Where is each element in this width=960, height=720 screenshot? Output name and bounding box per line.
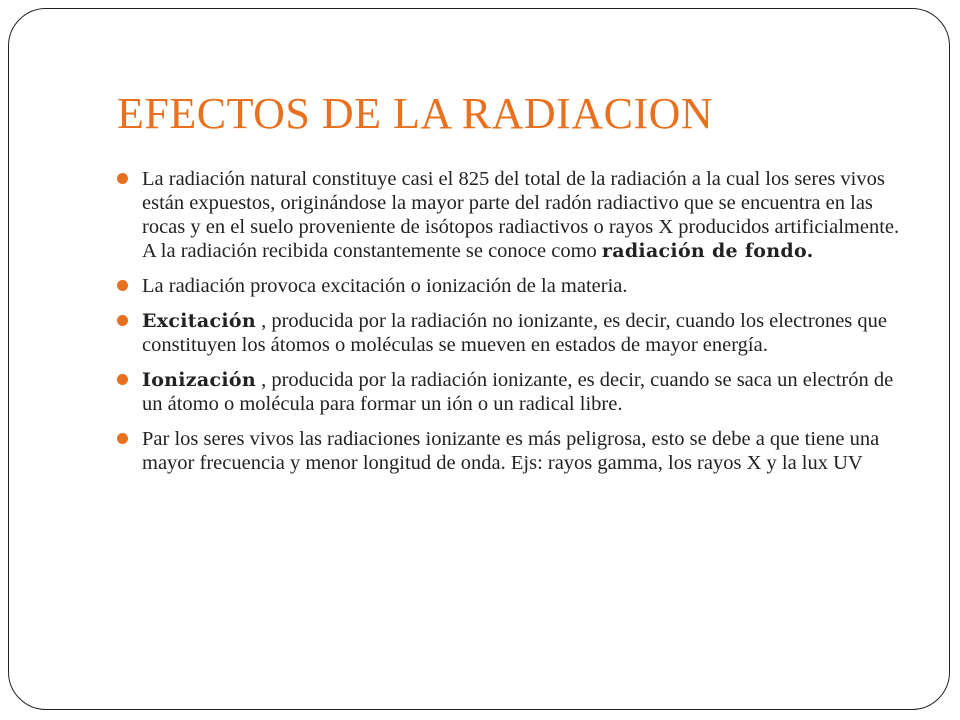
bullet-item-ionization	[115, 368, 915, 416]
bullet-item-living-beings	[115, 427, 915, 475]
bullet-dot-icon	[117, 173, 128, 184]
bullet-text: Par los seres vivos las radiaciones ionizante es más peligrosa, esto se debe a que tiene una mayor frecuencia y menor longitud de onda. Ejs: rayos gamma, los rayos X y la lux UV	[142, 428, 880, 474]
bullet-bold-term: Excitación	[142, 310, 256, 332]
bullet-text: La radiación provoca excitación o ionización de la materia.	[142, 275, 628, 297]
bullet-dot-icon	[117, 374, 128, 385]
bullet-list	[115, 167, 915, 486]
bullet-bold-term: Ionización	[142, 369, 256, 391]
slide-title: EFECTOS DE LA RADIACION	[117, 89, 714, 138]
slide-frame	[8, 8, 950, 710]
bullet-dot-icon	[117, 433, 128, 444]
bullet-dot-icon	[117, 280, 128, 291]
bullet-bold-term: radiación de fondo.	[601, 240, 814, 262]
bullet-item-radiation-effects	[115, 274, 915, 298]
bullet-text: , producida por la radiación ionizante, es decir, cuando se saca un electrón de un átomo o molécula para formar un ión o un radical libre.	[142, 369, 894, 415]
bullet-text: La radiación natural constituye casi el 825 del total de la radiación a la cual los seres vivos están expuestos, originándose la mayor parte del radón radiactivo que se encuentra en las rocas y en el suelo proveniente de isótopos radiactivos o rayos X producidos artificialmente. A la radiación recibida constantemente se conoce como	[142, 168, 900, 262]
bullet-text: , producida por la radiación no ionizante, es decir, cuando los electrones que constituyen los átomos o moléculas se mueven en estados de mayor energía.	[142, 310, 887, 356]
bullet-item-natural-radiation	[115, 167, 915, 263]
bullet-item-excitation	[115, 309, 915, 357]
bullet-dot-icon	[117, 315, 128, 326]
